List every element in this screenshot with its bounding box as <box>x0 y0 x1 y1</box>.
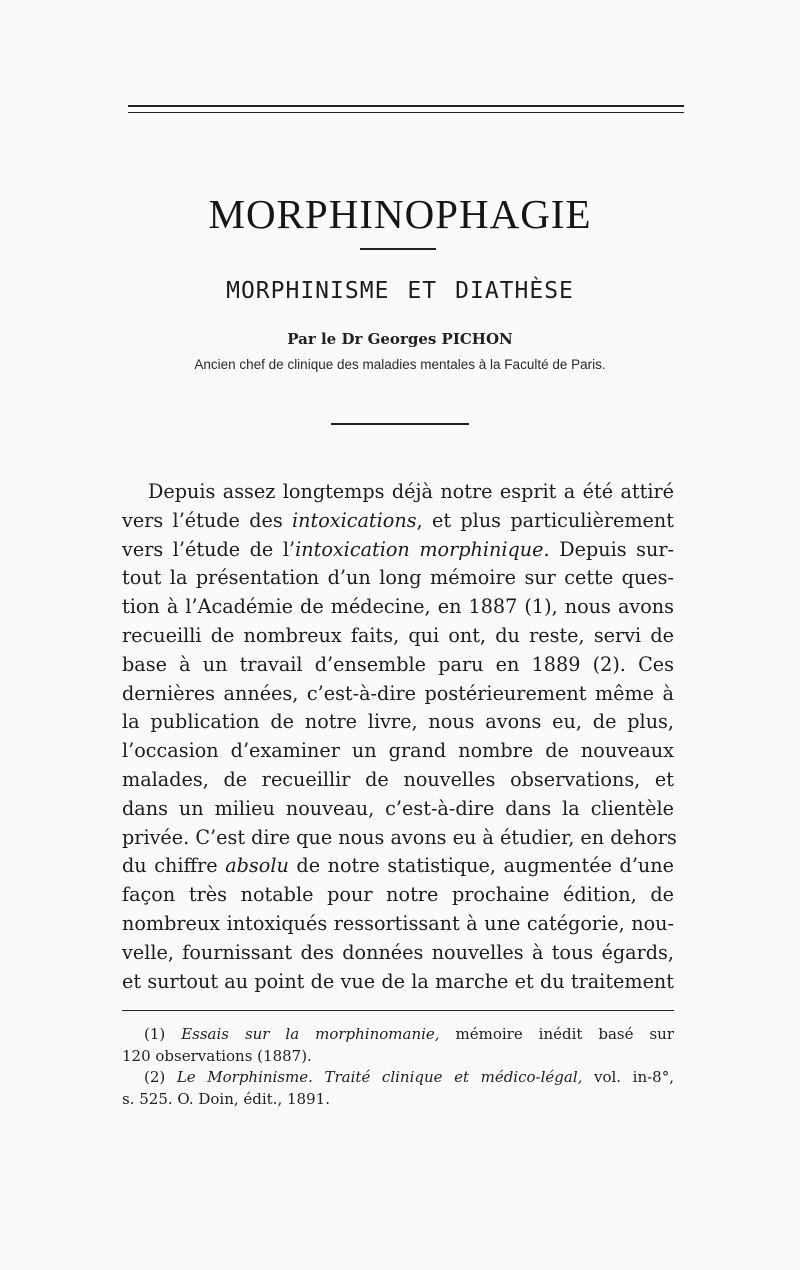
footnote-1-continued: 120 observations (1887). <box>122 1046 312 1065</box>
body-line <box>122 507 674 536</box>
body-text-run: vers l’étude des <box>122 508 293 532</box>
footnote-marker: (2) <box>144 1068 177 1086</box>
author-byline: Par le Dr Georges PICHON <box>287 330 513 348</box>
byline-separator-rule <box>331 423 469 425</box>
body-line: recueilli de nombreux faits, qui ont, du reste, servi de <box>122 623 674 647</box>
italic-term: intoxication morphinique <box>295 537 544 561</box>
footnote-text-run: mémoire inédit basé sur <box>439 1025 674 1043</box>
subtitle-word-3: DIATHÈSE <box>455 278 574 304</box>
article-subtitle <box>0 278 800 304</box>
subtitle-word-2: ET <box>407 278 438 304</box>
top-double-rule-lower <box>128 112 684 113</box>
footnote-2 <box>122 1067 674 1089</box>
body-line: et surtout au point de vue de la marche et du traitement <box>122 969 674 993</box>
footnotes <box>122 1024 674 1110</box>
italic-term: intoxications <box>292 508 417 532</box>
top-double-rule-upper <box>128 105 684 107</box>
body-line: l’occasion d’examiner un grand nombre de nouveaux <box>122 739 674 763</box>
body-text-run: . Depuis sur- <box>543 537 674 561</box>
footnote-2-continued: s. 525. O. Doin, édit., 1891. <box>122 1089 330 1108</box>
body-line: base à un travail d’ensemble paru en 1889 (2). Ces <box>122 652 674 676</box>
subtitle-word-1: MORPHINISME <box>226 278 390 304</box>
body-line: nombreux intoxiqués ressortissant à une catégorie, nou- <box>122 911 674 935</box>
title-separator-rule <box>360 248 436 250</box>
body-text-run: du chiffre <box>122 854 226 878</box>
italic-term: absolu <box>225 854 289 878</box>
body-line: Depuis assez longtemps déjà notre esprit a été attiré <box>148 480 674 503</box>
body-line: façon très notable pour notre prochaine édition, de <box>122 883 674 907</box>
body-text-run: , et plus particulièrement <box>416 508 674 532</box>
body-text-run: vers l’étude de l’ <box>122 537 296 561</box>
author-affiliation: Ancien chef de clinique des maladies mentales à la Faculté de Paris. <box>194 357 606 372</box>
body-line <box>122 852 674 881</box>
body-line: tout la présentation d’un long mémoire sur cette ques- <box>122 566 674 590</box>
body-line: malades, de recueillir de nouvelles observations, et <box>122 767 674 791</box>
article-title: MORPHINOPHAGIE <box>208 191 592 237</box>
footnote-separator-rule <box>122 1010 674 1011</box>
footnote-cited-title: Le Morphinisme. Traité clinique et médico-légal, <box>176 1068 583 1086</box>
body-text <box>122 478 677 996</box>
body-text-run: de notre statistique, augmentée d’une <box>288 854 674 878</box>
body-line: tion à l’Académie de médecine, en 1887 (1), nous avons <box>122 595 674 619</box>
body-line: dans un milieu nouveau, c’est-à-dire dans la clientèle <box>122 796 674 820</box>
footnote-1 <box>122 1024 674 1046</box>
body-line: dernières années, c’est-à-dire postérieurement même à <box>122 681 674 705</box>
footnote-cited-title: Essais sur la morphinomanie, <box>181 1025 440 1043</box>
body-line: velle, fournissant des données nouvelles à tous égards, <box>122 940 674 964</box>
body-line: la publication de notre livre, nous avons eu, de plus, <box>122 710 674 734</box>
footnote-text-run: vol. in-8°, <box>582 1068 674 1086</box>
body-line <box>122 536 674 565</box>
footnote-marker: (1) <box>144 1025 182 1043</box>
body-line: privée. C’est dire que nous avons eu à étudier, en dehors <box>122 825 677 849</box>
